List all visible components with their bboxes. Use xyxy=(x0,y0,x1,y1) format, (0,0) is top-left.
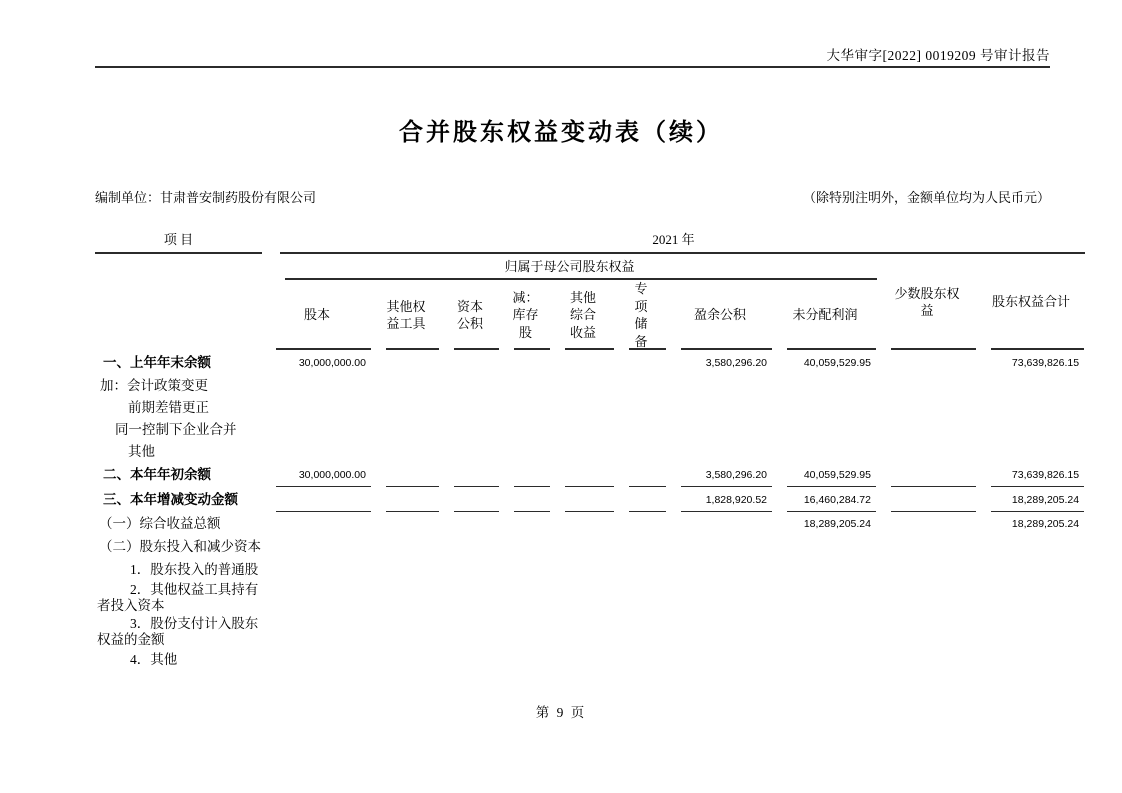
prepared-by: 编制单位：甘肃普安制药股份有限公司 xyxy=(95,190,317,205)
page-title: 合并股东权益变动表（续） xyxy=(399,120,723,146)
amount-cell xyxy=(615,441,667,463)
amount-cell xyxy=(372,375,440,397)
amount-cell xyxy=(262,487,372,512)
amount-cell xyxy=(500,350,551,375)
amount-cell xyxy=(615,397,667,419)
amount-cell xyxy=(615,463,667,487)
amount-cell xyxy=(667,397,773,419)
amount-cell xyxy=(372,463,440,487)
amount-cell xyxy=(372,581,440,615)
table-row xyxy=(95,397,1085,419)
amount-cell xyxy=(440,487,500,512)
amount-cell xyxy=(440,558,500,581)
row-label: （二）股东投入和减少资本 xyxy=(99,538,261,554)
table-row xyxy=(95,441,1085,463)
amount-cell xyxy=(877,581,977,615)
table-row xyxy=(95,463,1085,487)
col-header-parent-equity: 归属于母公司股东权益 xyxy=(262,254,877,280)
amount-cell xyxy=(262,649,372,671)
amount-cell xyxy=(877,615,977,649)
col-header-special-reserve: 专项储备 xyxy=(615,280,667,350)
amount-cell xyxy=(615,375,667,397)
table-row xyxy=(95,419,1085,441)
amount-cell: 30,000,000.00 xyxy=(298,356,366,369)
amount-cell xyxy=(773,558,877,581)
amount-cell: 16,460,284.72 xyxy=(773,487,877,512)
table-row xyxy=(95,487,1085,512)
amount-cell xyxy=(877,487,977,512)
amount-cell xyxy=(667,581,773,615)
amount-cell xyxy=(551,487,615,512)
col-header-retained-earnings: 未分配利润 xyxy=(773,280,877,350)
amount-cell xyxy=(440,463,500,487)
amount-cell xyxy=(440,350,500,375)
amount-cell xyxy=(551,397,615,419)
amount-cell xyxy=(667,649,773,671)
amount-cell xyxy=(667,615,773,649)
amount-cell xyxy=(440,419,500,441)
amount-cell xyxy=(440,649,500,671)
row-label: 1．股东投入的普通股 xyxy=(130,561,259,577)
table-row xyxy=(95,350,1085,375)
amount-cell xyxy=(773,375,877,397)
amount-cell xyxy=(262,615,372,649)
row-label: 2．其他权益工具持有者投入资本 xyxy=(97,582,259,614)
amount-cell xyxy=(262,535,372,558)
amount-cell xyxy=(440,375,500,397)
row-label: 4．其他 xyxy=(130,652,178,668)
item-column-spacer xyxy=(95,254,262,350)
amount-cell: 18,289,205.24 xyxy=(1011,517,1080,530)
amount-cell xyxy=(262,558,372,581)
amount-cell xyxy=(440,615,500,649)
amount-cell xyxy=(440,581,500,615)
table-row xyxy=(95,535,1085,558)
amount-cell xyxy=(551,350,615,375)
amount-cell xyxy=(667,375,773,397)
amount-cell: 3,580,296.20 xyxy=(705,356,767,369)
amount-cell xyxy=(667,535,773,558)
page-number: 第 9 页 xyxy=(535,705,587,720)
amount-cell xyxy=(372,512,440,535)
row-label: 一、上年年末余额 xyxy=(103,354,211,370)
amount-cell xyxy=(262,397,372,419)
amount-cell xyxy=(877,375,977,397)
amount-cell xyxy=(551,419,615,441)
amount-cell: 73,639,826.15 xyxy=(1011,356,1080,369)
table-row xyxy=(95,581,1085,615)
amount-cell xyxy=(551,463,615,487)
amount-cell xyxy=(500,512,551,535)
amount-cell xyxy=(551,535,615,558)
amount-cell: 1,828,920.52 xyxy=(667,487,773,512)
amount-cell: 73,639,826.15 xyxy=(977,463,1085,487)
amount-cell xyxy=(262,512,372,535)
amount-cell xyxy=(500,441,551,463)
col-header-other-equity-instruments: 其他权益工具 xyxy=(372,280,440,350)
equity-change-table xyxy=(95,226,1085,671)
amount-cell xyxy=(551,375,615,397)
amount-cell xyxy=(977,615,1085,649)
amount-cell xyxy=(551,441,615,463)
amount-cell xyxy=(977,397,1085,419)
amount-cell xyxy=(615,512,667,535)
amount-cell xyxy=(500,419,551,441)
amount-cell xyxy=(615,581,667,615)
col-header-total-equity: 股东权益合计 xyxy=(977,254,1085,350)
amount-cell xyxy=(500,615,551,649)
amount-cell xyxy=(440,397,500,419)
amount-cell: 40,059,529.95 xyxy=(773,463,877,487)
amount-cell xyxy=(262,581,372,615)
amount-cell xyxy=(877,419,977,441)
amount-cell xyxy=(773,441,877,463)
amount-cell xyxy=(372,649,440,671)
amount-cell xyxy=(372,397,440,419)
amount-cell xyxy=(977,558,1085,581)
amount-cell xyxy=(977,419,1085,441)
amount-cell xyxy=(440,535,500,558)
row-label: 加：会计政策变更 xyxy=(100,378,208,394)
col-header-item: 项 目 xyxy=(95,226,262,254)
col-header-share-capital: 股本 xyxy=(262,280,372,350)
amount-cell: 30,000,000.00 xyxy=(262,463,372,487)
amount-cell xyxy=(500,581,551,615)
amount-cell xyxy=(667,558,773,581)
table-row xyxy=(95,375,1085,397)
table-row xyxy=(95,558,1085,581)
amount-cell xyxy=(262,441,372,463)
amount-cell xyxy=(262,419,372,441)
row-label: 同一控制下企业合并 xyxy=(115,422,237,438)
amount-cell xyxy=(667,441,773,463)
amount-cell xyxy=(500,463,551,487)
row-label: 3．股份支付计入股东权益的金额 xyxy=(97,616,259,648)
amount-cell xyxy=(877,558,977,581)
currency-unit-note: （除特别注明外，金额单位均为人民币元） xyxy=(802,190,1050,205)
amount-cell xyxy=(500,487,551,512)
amount-cell xyxy=(615,419,667,441)
amount-cell xyxy=(877,535,977,558)
amount-cell xyxy=(500,649,551,671)
amount-cell xyxy=(977,649,1085,671)
col-header-other-comprehensive-income: 其他综合收益 xyxy=(551,280,615,350)
amount-cell xyxy=(773,419,877,441)
amount-cell xyxy=(667,419,773,441)
amount-cell xyxy=(500,397,551,419)
amount-cell xyxy=(372,558,440,581)
amount-cell xyxy=(551,581,615,615)
amount-cell: 3,580,296.20 xyxy=(667,463,773,487)
amount-cell xyxy=(440,441,500,463)
amount-cell xyxy=(667,512,773,535)
col-header-surplus-reserve: 盈余公积 xyxy=(667,280,773,350)
amount-cell xyxy=(372,441,440,463)
amount-cell xyxy=(877,441,977,463)
col-header-less-treasury-stock: 减：库存股 xyxy=(500,280,551,350)
amount-cell xyxy=(773,649,877,671)
row-label: （一）综合收益总额 xyxy=(99,515,221,531)
amount-cell xyxy=(372,419,440,441)
amount-cell xyxy=(877,463,977,487)
amount-cell xyxy=(615,649,667,671)
amount-cell xyxy=(877,649,977,671)
amount-cell xyxy=(372,535,440,558)
row-label: 其他 xyxy=(128,444,155,460)
amount-cell: 18,289,205.24 xyxy=(977,487,1085,512)
amount-cell xyxy=(877,350,977,375)
amount-cell xyxy=(500,535,551,558)
col-header-minority-interest: 少数股东权益 xyxy=(877,254,977,350)
table-row xyxy=(95,512,1085,535)
amount-cell: 18,289,205.24 xyxy=(803,517,871,530)
row-label: 三、本年增减变动金额 xyxy=(103,491,238,507)
amount-cell xyxy=(551,558,615,581)
amount-cell xyxy=(877,512,977,535)
header-rule xyxy=(95,66,1050,68)
amount-cell xyxy=(615,487,667,512)
col-header-capital-reserve: 资本公积 xyxy=(440,280,500,350)
amount-cell xyxy=(440,512,500,535)
amount-cell: 40,059,529.95 xyxy=(803,356,871,369)
amount-cell xyxy=(615,615,667,649)
row-label: 前期差错更正 xyxy=(128,400,209,416)
amount-cell xyxy=(372,615,440,649)
amount-cell xyxy=(977,441,1085,463)
amount-cell xyxy=(773,581,877,615)
amount-cell xyxy=(372,487,440,512)
amount-cell xyxy=(551,615,615,649)
table-row xyxy=(95,615,1085,649)
document-reference: 大华审字[2022] 0019209 号审计报告 xyxy=(826,48,1050,63)
amount-cell xyxy=(977,581,1085,615)
amount-cell xyxy=(615,535,667,558)
amount-cell xyxy=(877,397,977,419)
amount-cell xyxy=(262,375,372,397)
amount-cell xyxy=(773,397,877,419)
col-header-year: 2021 年 xyxy=(262,226,1085,254)
amount-cell xyxy=(773,615,877,649)
amount-cell xyxy=(977,535,1085,558)
amount-cell xyxy=(500,558,551,581)
amount-cell xyxy=(977,375,1085,397)
amount-cell xyxy=(551,512,615,535)
amount-cell xyxy=(551,649,615,671)
amount-cell xyxy=(615,350,667,375)
table-row xyxy=(95,649,1085,671)
row-label: 二、本年年初余额 xyxy=(103,467,211,483)
amount-cell xyxy=(500,375,551,397)
amount-cell xyxy=(372,350,440,375)
preparation-line xyxy=(95,187,1050,206)
amount-cell xyxy=(615,558,667,581)
equity-change-table-wrapper xyxy=(95,226,1085,671)
amount-cell xyxy=(773,535,877,558)
